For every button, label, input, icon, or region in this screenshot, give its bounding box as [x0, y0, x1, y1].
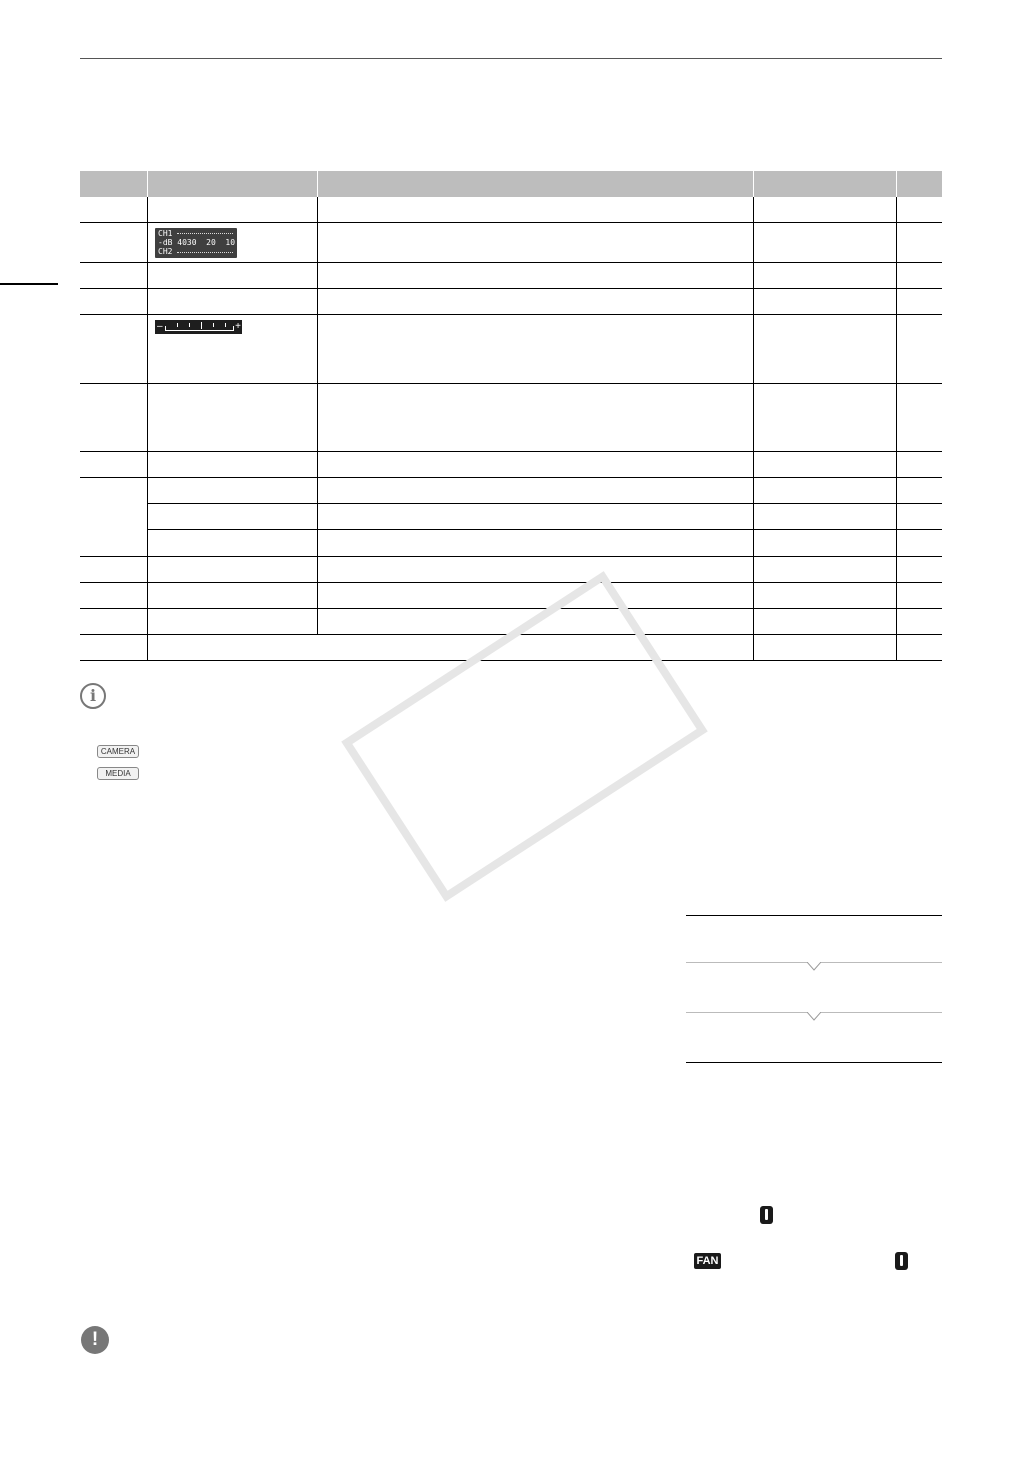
flow-arrow-icon	[807, 962, 821, 971]
audio-level-meter-icon: CH1 -dB 4030 20 10 0 CH2	[155, 228, 237, 258]
flow-arrow-icon	[807, 1012, 821, 1021]
thermometer-icon	[895, 1252, 908, 1270]
table-row	[80, 197, 942, 223]
exposure-bar-icon: – +	[157, 321, 241, 332]
exclamation-icon: !	[81, 1326, 109, 1354]
onscreen-display-table	[80, 171, 942, 661]
table-row	[80, 289, 942, 315]
info-icon: i	[80, 683, 106, 709]
camera-mode-tag: CAMERA	[97, 745, 139, 758]
table-header	[80, 171, 942, 197]
header-rule	[80, 58, 942, 59]
flow-divider	[686, 915, 942, 916]
flow-divider	[686, 1062, 942, 1063]
table-row-group	[80, 478, 942, 557]
table-row	[80, 557, 942, 583]
table-row	[80, 315, 942, 384]
thermometer-icon	[760, 1206, 773, 1224]
table-row	[80, 384, 942, 452]
table-row	[80, 223, 942, 263]
section-tab-marker	[0, 283, 58, 285]
table-row	[80, 583, 942, 609]
table-row	[80, 452, 942, 478]
media-mode-tag: MEDIA	[97, 767, 139, 780]
fan-icon: FAN	[694, 1253, 721, 1269]
table-row	[80, 263, 942, 289]
